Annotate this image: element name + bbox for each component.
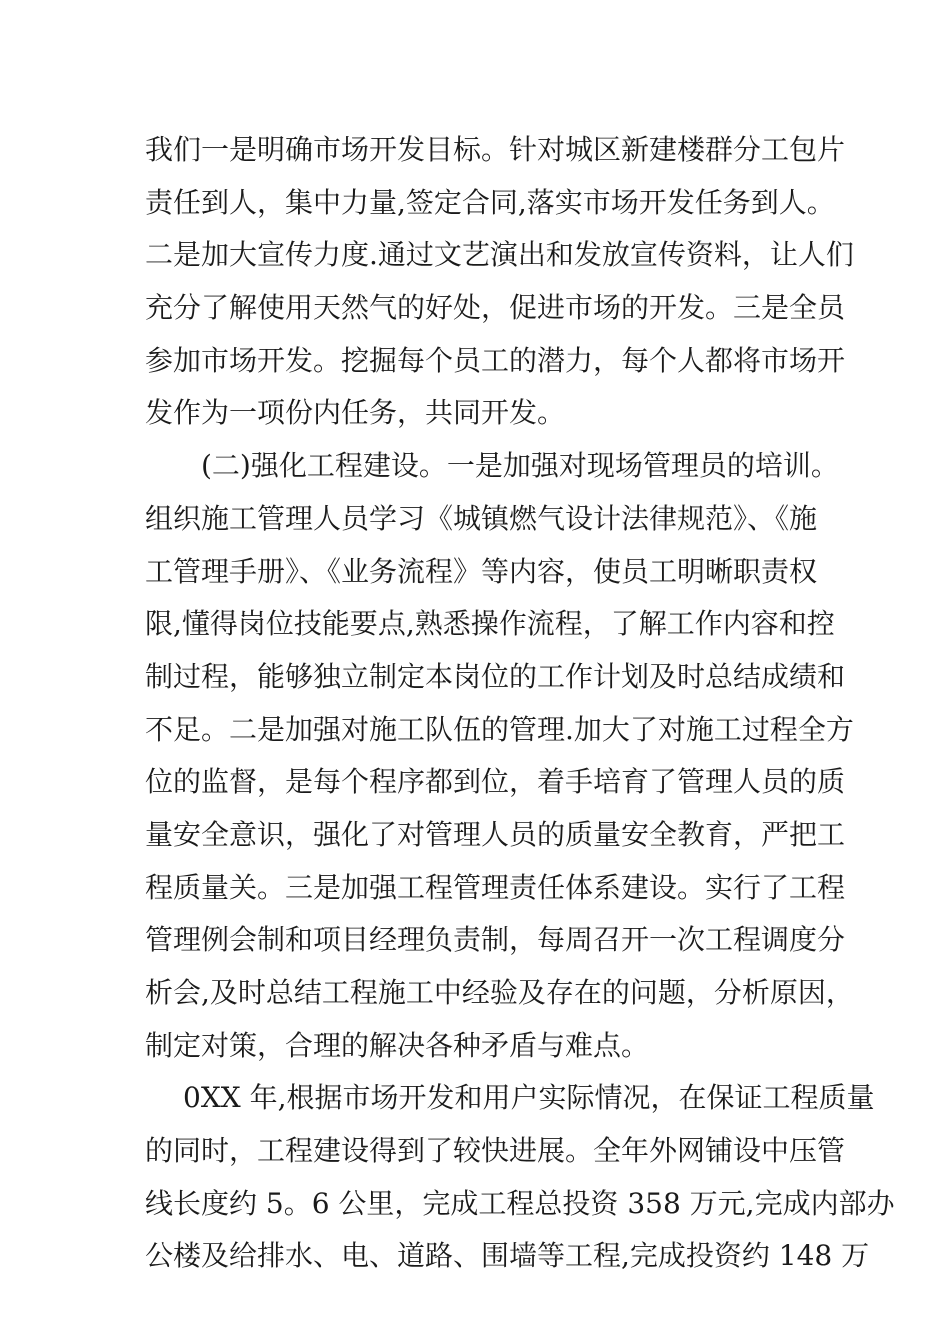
text-line: 二是加大宣传力度.通过文艺演出和发放宣传资料，让人们: [145, 238, 854, 272]
text-line: 位的监督，是每个程序都到位，着手培育了管理人员的质: [145, 765, 846, 799]
text-line: 制定对策，合理的解决各种矛盾与难点。: [145, 1028, 650, 1062]
text-line: 限,懂得岗位技能要点,熟悉操作流程，了解工作内容和控: [145, 607, 835, 641]
text-line: 程质量关。三是加强工程管理责任体系建设。实行了工程: [145, 870, 846, 904]
text-line: 我们一是明确市场开发目标。针对城区新建楼群分工包片: [145, 133, 846, 166]
text-line: 线长度约 5。6 公里，完成工程总投资 358 万元,完成内部办: [145, 1186, 895, 1220]
text-line: 量安全意识，强化了对管理人员的质量安全教育，严把工: [145, 817, 846, 851]
text-line: 责任到人，集中力量,签定合同,落实市场开发任务到人。: [145, 185, 835, 219]
text-line: 管理例会制和项目经理负责制，每周召开一次工程调度分: [145, 923, 846, 957]
document-body: [145, 124, 895, 1283]
text-line: 参加市场开发。挖掘每个员工的潜力，每个人都将市场开: [145, 343, 846, 377]
text-line: 不足。二是加强对施工队伍的管理.加大了对施工过程全方: [145, 712, 854, 746]
text-line: 制过程，能够独立制定本岗位的工作计划及时总结成绩和: [145, 659, 846, 693]
text-line: 的同时，工程建设得到了较快进展。全年外网铺设中压管: [145, 1134, 846, 1168]
text-line: 析会,及时总结工程施工中经验及存在的问题，分析原因，: [145, 976, 854, 1009]
text-line: 工管理手册》、《业务流程》等内容，使员工明晰职责权: [145, 554, 818, 588]
section-heading-line: (二)强化工程建设。一是加强对现场管理员的培训。: [201, 449, 839, 483]
text-line: 0XX 年,根据市场开发和用户实际情况，在保证工程质量: [183, 1081, 875, 1115]
text-line: 组织施工管理人员学习《城镇燃气设计法律规范》、《施: [145, 501, 818, 535]
text-line: 充分了解使用天然气的好处，促进市场的开发。三是全员: [145, 291, 846, 325]
text-line: 公楼及给排水、电、道路、围墙等工程,完成投资约 148 万: [145, 1239, 870, 1273]
text-line: 发作为一项份内任务，共同开发。: [145, 396, 566, 430]
